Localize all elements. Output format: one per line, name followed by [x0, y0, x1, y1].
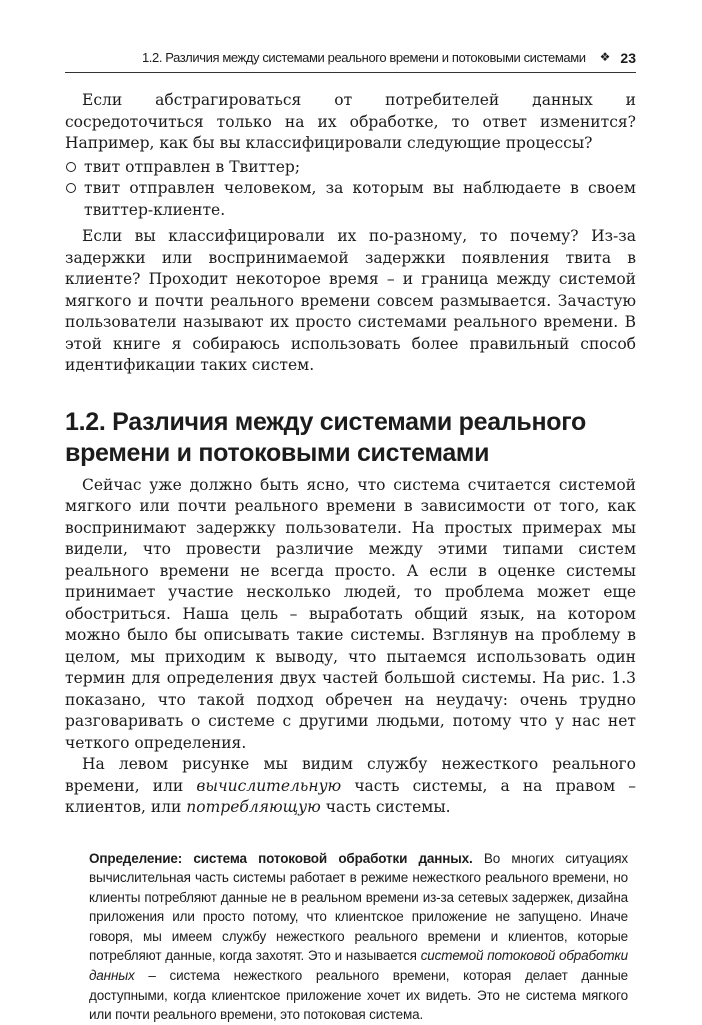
section-paragraph-2 — [65, 754, 636, 819]
list-item — [65, 157, 636, 179]
definition-text: Во многих ситуациях вычислительная часть системы работает в режиме нежесткого реального времени, но клиенты потребляют данные не в реальном времени из-за сетевых задержек, дизайна приложения или просто потому, что клиентское приложение не запущено. Иначе говоря, мы имеем службу нежесткого реального времени и клиентов, которые потребляют данные, когда захотят. Это и называется — [89, 850, 628, 964]
page-body — [65, 90, 636, 1025]
definition-text: – система нежесткого реального времени, которая делает данные доступными, когда клиентское приложение хочет их видеть. Это не система мягкого или почти реального времени, это потоковая система. — [89, 968, 628, 1023]
paragraph-text: На левом рисунке мы видим службу нежесткого реального времени, или — [65, 755, 636, 795]
intro-paragraph-2: Если вы классифицировали их по-разному, то почему? Из-за задержки или воспринимаемой задержки появления твита в клиенте? Проходит некоторое время – и граница между системой мягкого и почти реального времени совсем размывается. Зачастую пользователи называют их просто системами реального времени. В этой книге я собираюсь использовать более правильный способ идентификации таких систем. — [65, 227, 636, 374]
paragraph-text: часть системы, а на правом – клиентов, или — [65, 776, 636, 816]
section-heading-line-1: 1.2. Различия между системами реального — [65, 407, 587, 436]
list-item — [65, 178, 636, 221]
paragraph-text: часть системы. — [320, 798, 451, 816]
intro-paragraph: Если абстрагироваться от потребителей данных и сосредоточиться только на их обработке, то ответ изменится? Например, как бы вы классифицировали следующие процессы? — [65, 91, 636, 152]
emphasis-computational: вычислительную — [196, 776, 342, 795]
definition-term: Определение: система потоковой обработки данных. — [89, 850, 473, 866]
ornament-icon: ❖ — [599, 50, 611, 64]
emphasis-consuming: потребляющую — [186, 798, 321, 816]
page-number: 23 — [620, 50, 636, 66]
bullet-list — [65, 157, 636, 222]
section-paragraph-1: Сейчас уже должно быть ясно, что система считается системой мягкого или почти реального времени в зависимости от того, как воспринимают задержку пользователи. На простых примерах мы видели, что провести различие между этими типами систем реального времени не всегда просто. А если в оценке системы принимает участие несколько людей, то проблема может еще обостриться. Наша цель – выработать общий язык, на котором можно было бы описывать такие системы. Взглянув на проблему в целом, мы приходим к выводу, что пытаемся использовать один термин для определения двух частей большой системы. На рис. 1.3 показано, что такой подход обречен на неудачу: очень трудно разговаривать о системе с другими людьми, потому что у нас нет четкого определения. — [65, 475, 636, 752]
definition-box — [65, 849, 636, 1025]
list-item-text: твит отправлен в Твиттер; — [84, 157, 301, 176]
section-heading-line-2: времени и потоковыми системами — [65, 438, 490, 467]
running-head-title: 1.2. Различия между системами реального времени и потоковыми системами — [141, 50, 586, 65]
circle-bullet-icon — [66, 162, 76, 172]
definition-emphasis: системой потоковой обработки данных — [89, 948, 628, 984]
circle-bullet-icon — [66, 183, 76, 193]
running-head — [65, 50, 636, 73]
section-heading — [65, 407, 636, 469]
list-item-text: твит отправлен человеком, за которым вы наблюдаете в своем твиттер-клиенте. — [84, 179, 636, 219]
